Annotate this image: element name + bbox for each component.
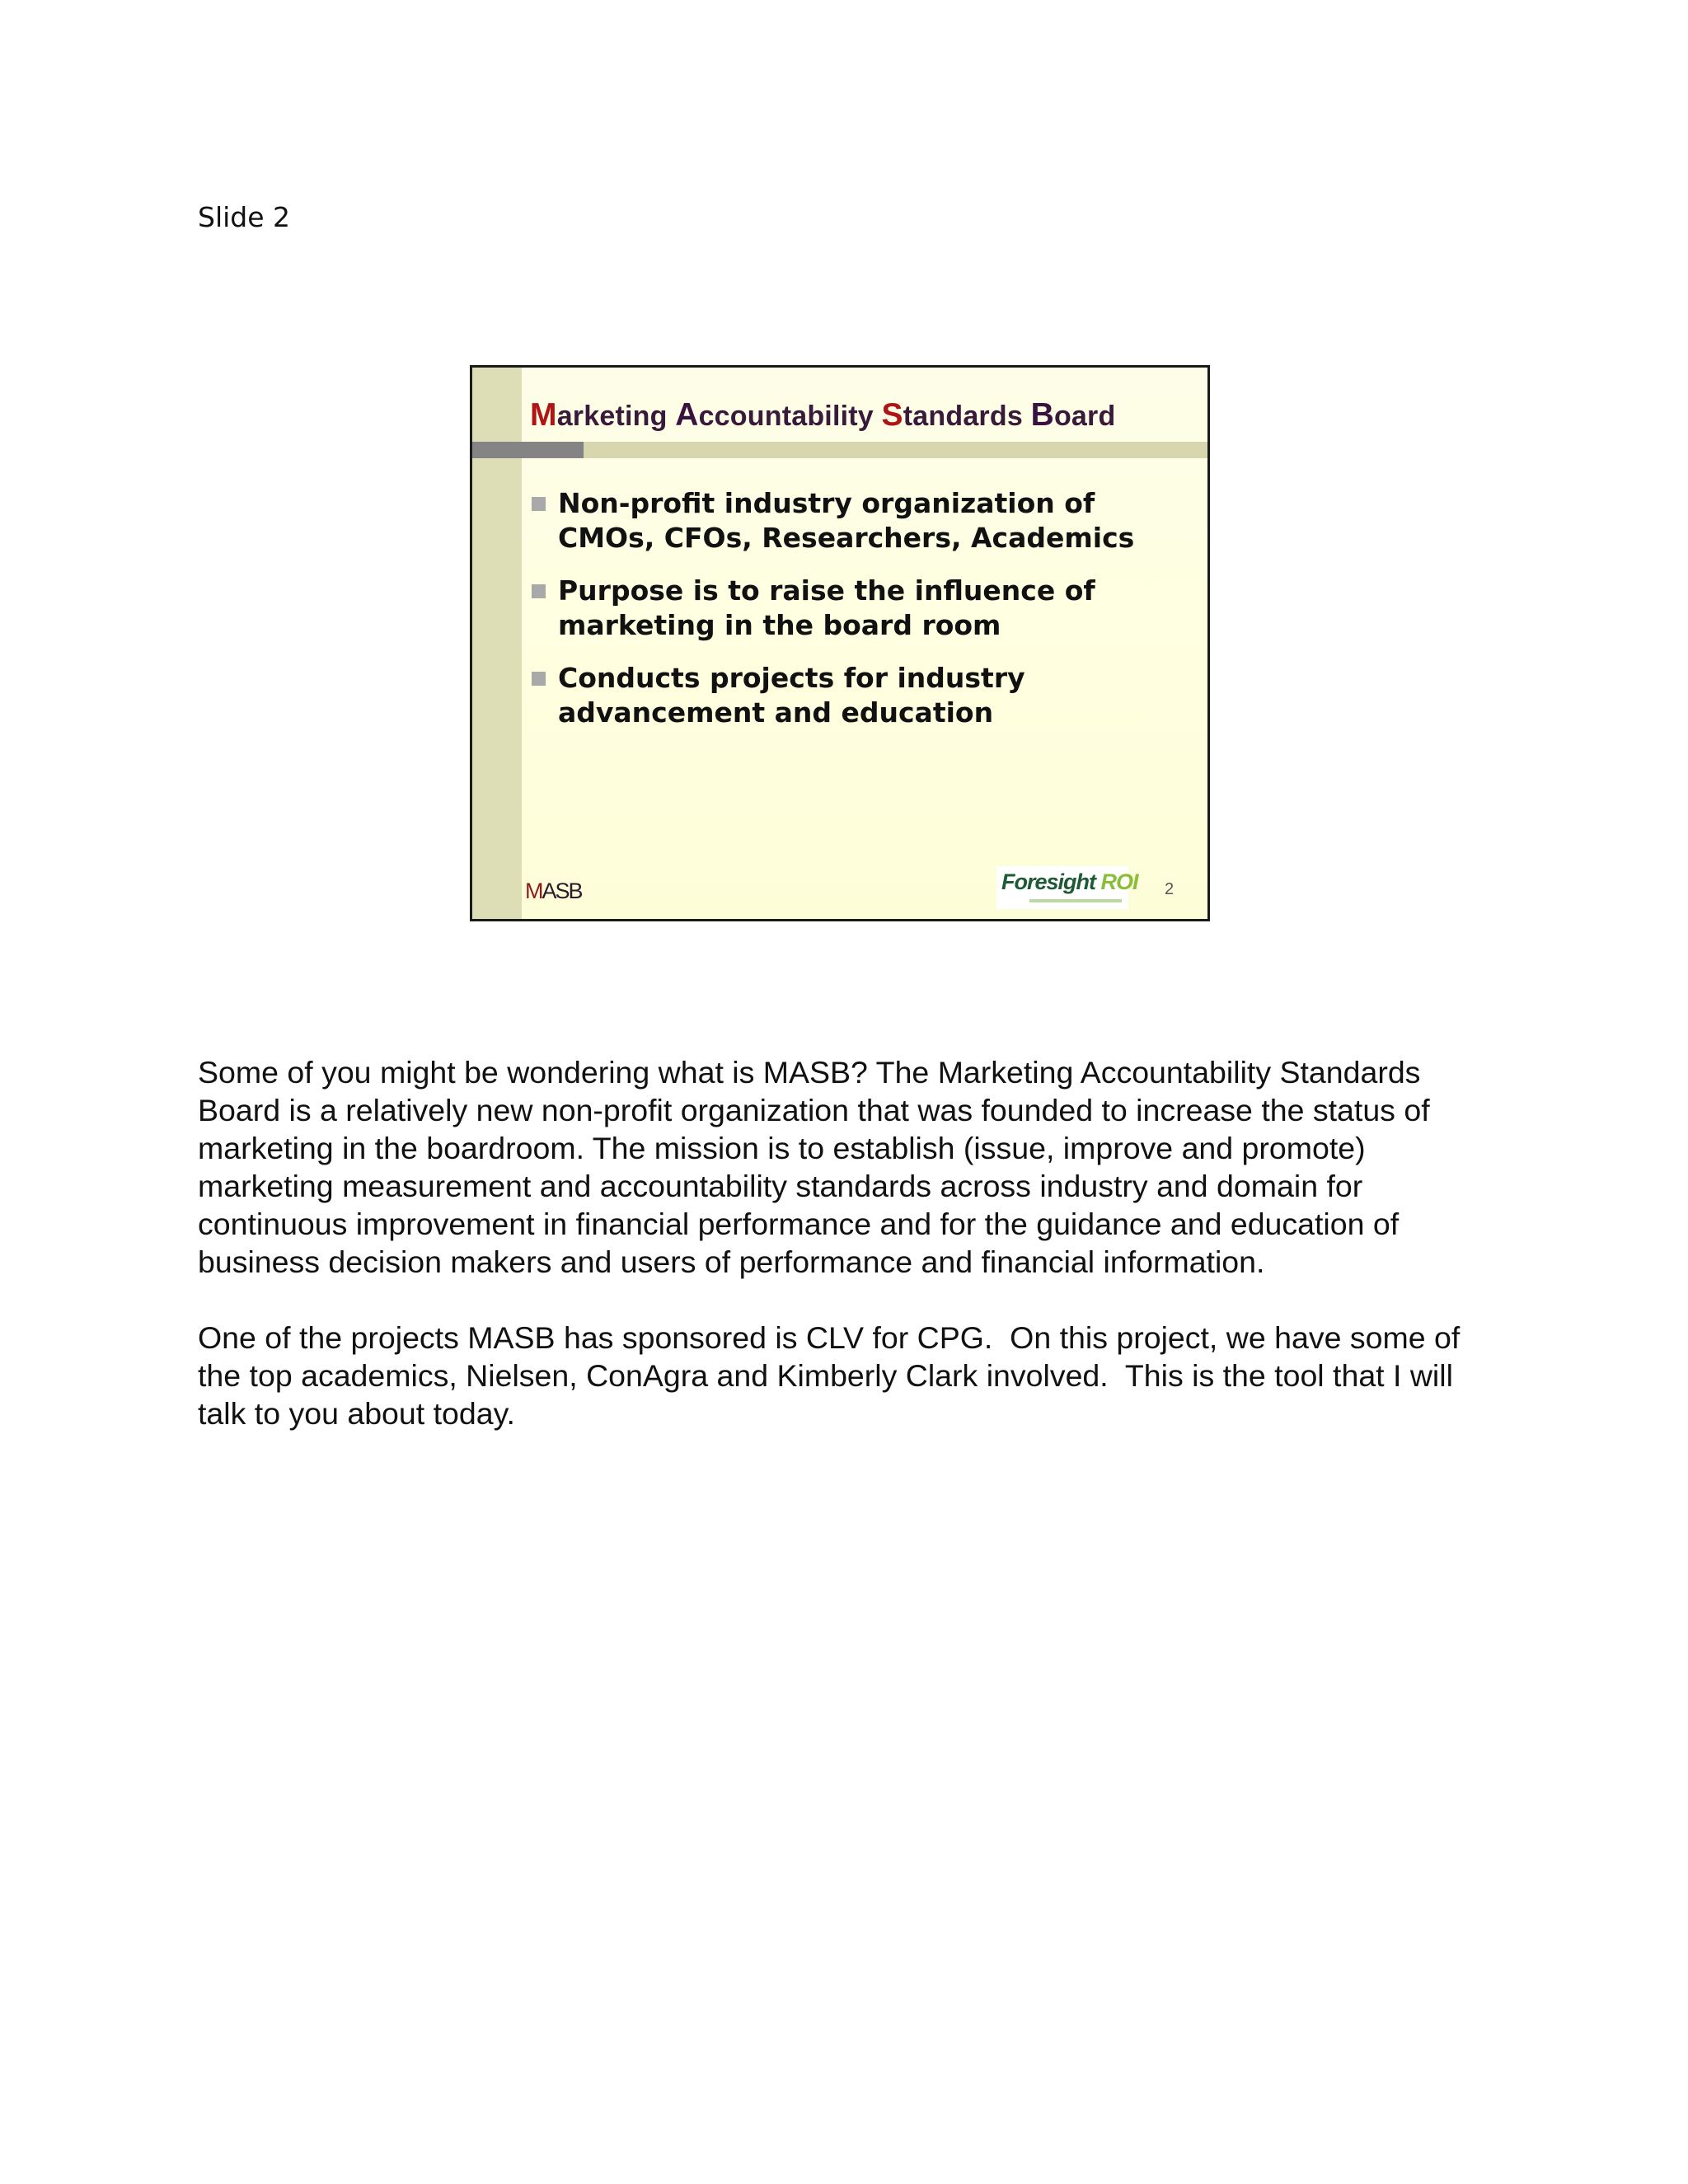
notes-paragraph: Some of you might be wondering what is MASB? The Marketing Accountability Standards Board is a relatively new non-profit organization that was founded to increase the status of marketing in the boardroom. The mission is to establish (issue, improve and promote) marketing measurement and accountability standards across industry and domain for continuous improvement in financial performance and for the guidance and education of business decision makers and users of performance and financial information.	[198, 1055, 1439, 1279]
slide-bullet	[530, 486, 1181, 555]
foresight-roi-logo	[996, 866, 1138, 909]
footer-masb-rest: ASB	[542, 879, 582, 903]
title-word-board: oard	[1053, 401, 1116, 432]
slide-bullet-text: Conducts projects for industry advancement and education	[558, 662, 1025, 729]
title-rule-accent	[472, 442, 584, 458]
slide-page-number: 2	[1165, 880, 1175, 898]
slide-title	[530, 397, 1115, 434]
slide-bullet-list	[530, 486, 1181, 748]
logo-tagline-mark	[1029, 899, 1122, 902]
footer-masb-logo	[525, 879, 582, 904]
slide-bullet-text: Purpose is to raise the influence of marketing in the board room	[558, 574, 1095, 641]
slide-bullet	[530, 661, 1181, 730]
notes-paragraph: One of the projects MASB has sponsored is CLV for CPG. On this project, we have some of the top academics, Nielsen, ConAgra and Kimberly Clark involved. This is the tool that I will talk to you about today.	[198, 1320, 1469, 1431]
title-word-marketing: arketing	[556, 401, 676, 432]
slide-label: Slide 2	[198, 201, 291, 233]
slide-bullet-text: Non-profit industry organization of CMOs, CFOs, Researchers, Academics	[558, 487, 1135, 554]
foresight-roi-wordmark	[1001, 869, 1138, 895]
title-initial-m: M	[530, 397, 557, 433]
square-bullet-icon	[532, 584, 546, 598]
speaker-notes	[198, 1053, 1500, 1470]
slide-bullet	[530, 574, 1181, 643]
square-bullet-icon	[532, 672, 546, 686]
title-word-accountability: ccountability	[698, 401, 882, 432]
square-bullet-icon	[532, 497, 546, 511]
slide-thumbnail	[470, 365, 1210, 921]
title-initial-s: S	[881, 397, 903, 433]
logo-foresight-text: Foresight	[1001, 869, 1096, 894]
title-initial-b: B	[1030, 397, 1054, 433]
footer-masb-initial: M	[525, 879, 542, 903]
title-initial-a: A	[675, 397, 699, 433]
logo-roi-text: ROI	[1100, 869, 1138, 894]
title-word-standards: tandards	[903, 401, 1031, 432]
